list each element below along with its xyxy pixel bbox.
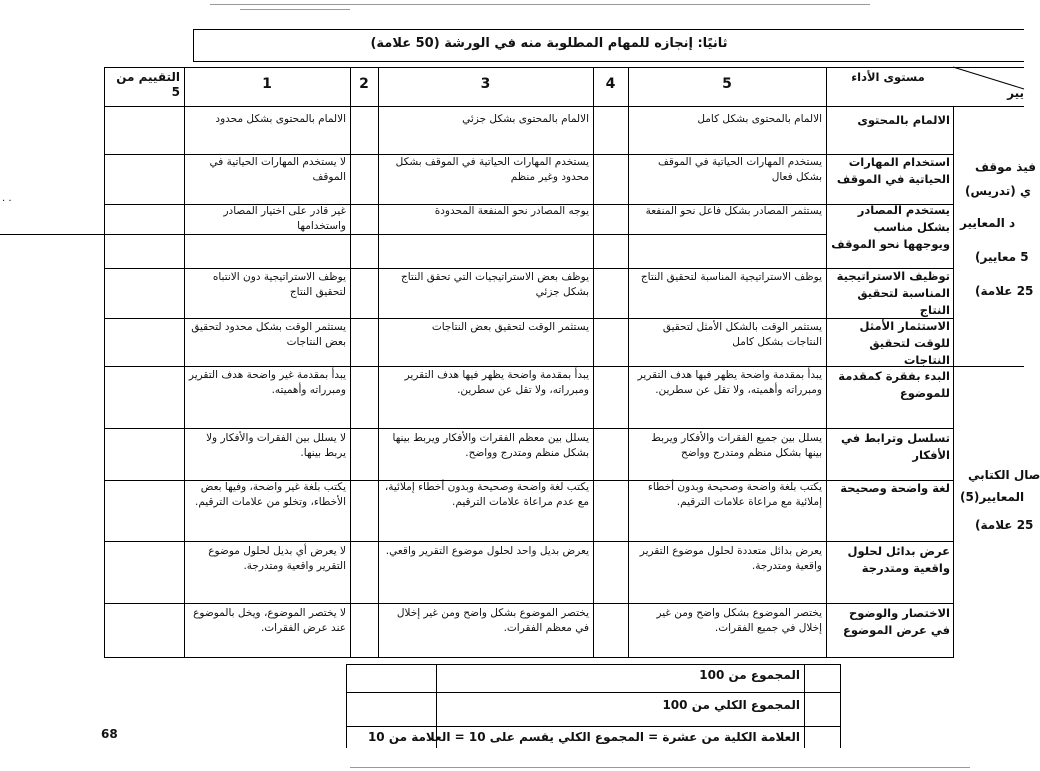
level-5-header: 5 (722, 76, 732, 92)
level-5-cell: يستخدم المهارات الحياتية في الموقف بشكل فعال (658, 156, 822, 183)
level-1-cell: لا يسلل بين الفقرات والأفكار ولا يربط بينها. (206, 432, 346, 459)
criterion: توظيف الاستراتيجية المناسبة لتحقيق النتاج (836, 269, 950, 317)
level-4-header: 4 (605, 76, 616, 92)
criterion: البدء بفقرة كمقدمة للموضوع (838, 369, 950, 400)
criterion: الاستثمار الأمثل للوقت لتحقيق النتاجات (859, 319, 950, 367)
criterion: الالمام بالمحتوى (857, 113, 950, 127)
level-1-cell: يكتب بلغة غير واضحة، وفيها بعض الأخطاء، وتخلو من علامات الترقيم. (194, 481, 346, 508)
scan-artifact-line (240, 9, 350, 10)
level-5-cell: يكتب بلغة واضحة وصحيحة وبدون أخطاء إملائية مع مراعاة علامات الترقيم. (647, 481, 822, 508)
final-score-label: العلامة الكلية من عشرة = المجموع الكلي يقسم على 10 = العلامة من 10 (367, 730, 800, 744)
group1-label-line: ي (تدريس) (965, 184, 1031, 198)
level-5-cell: يختصر الموضوع بشكل واضح ومن غير إخلال في جميع الفقرات. (656, 607, 822, 634)
level-3-cell: الالمام بالمحتوى بشكل جزئي (462, 113, 589, 125)
level-3-cell: يكتب لغة واضحة وصحيحة وبدون أخطاء إملائية، مع عدم مراعاة علامات الترقيم. (384, 481, 589, 508)
level-1-cell: غير قادر على اختيار المصادر واستخدامها (223, 205, 346, 232)
level-5-cell: يوظف الاستراتيجية المناسبة لتحقيق النتاج (640, 271, 822, 283)
page-number: 68 (101, 727, 118, 741)
level-5-cell: يستثمر المصادر بشكل فاعل نحو المنفعة (645, 205, 822, 217)
group2-label-line: 25 علامة) (975, 518, 1034, 532)
level-3-cell: يعرض بديل واحد لحلول موضوع التقرير واقعي. (385, 545, 589, 557)
section-title-box (193, 29, 1024, 62)
performance-level-header: مستوى الأداء (851, 70, 925, 84)
level-3-cell: يوظف بعض الاستراتيجيات التي تحقق النتاج بشكل جزئي (400, 271, 589, 298)
level-3-cell: يختصر الموضوع بشكل واضح ومن غير إخلال في معظم الفقرات. (396, 607, 589, 634)
criterion: لغة واضحة وصحيحة (840, 481, 950, 495)
criterion: يستخدم المصادر بشكل مناسب ويوجهها نحو الموقف (831, 203, 950, 251)
level-3-cell: يستخدم المهارات الحياتية في الموقف بشكل محدود وغير منظم (395, 156, 589, 183)
group2-label-line: صال الكتابي (968, 468, 1040, 482)
level-2-header: 2 (359, 76, 369, 92)
level-3-cell: يسلل بين معظم الفقرات والأفكار ويربط بينها بشكل منظم ومتدرج وواضح. (392, 432, 589, 459)
scan-artifact-line (210, 4, 870, 5)
level-1-cell: يستثمر الوقت بشكل محدود لتحقيق بعض النتاجات (191, 321, 346, 348)
criterion: استخدام المهارات الحياتية في الموقف (836, 155, 950, 186)
grand-total-label: المجموع الكلي من 100 (662, 698, 800, 712)
group2-label-line: المعايير(5) (960, 490, 1025, 504)
level-1-cell: لا يستخدم المهارات الحياتية في الموقف (209, 156, 346, 183)
group1-label-line: 25 علامة) (975, 284, 1034, 298)
level-5-cell: يستثمر الوقت بالشكل الأمثل لتحقيق النتاجات بشكل كامل (662, 321, 822, 348)
level-1-cell: يوظف الاستراتيجية دون الانتباه لتحقيق النتاج (212, 271, 346, 298)
level-3-cell: يستثمر الوقت لتحقيق بعض النتاجات (431, 321, 589, 333)
criterion: تسلسل وترابط في الأفكار (840, 431, 950, 462)
scan-dots: · · (2, 196, 12, 207)
criterion: عرض بدائل لحلول واقعية ومتدرجة (847, 544, 950, 575)
level-3-cell: يوجه المصادر نحو المنفعة المحدودة (434, 205, 589, 217)
score-header: التقييم من 5 (116, 70, 180, 99)
level-1-cell: لا يختصر الموضوع، ويخل بالموضوع عند عرض الفقرات. (193, 607, 346, 634)
group1-label-line: د المعايير (960, 216, 1016, 230)
group1-label-line: 5 معايير) (975, 250, 1029, 264)
level-1-cell: الالمام بالمحتوى بشكل محدود (215, 113, 346, 125)
section-title: ثانيًا: إنجازه للمهام المطلوبة منه في الورشة (50 علامة) (370, 36, 728, 51)
margin-line (0, 234, 104, 235)
criterion: الاختصار والوضوح في عرض الموضوع (842, 606, 950, 637)
total-label: المجموع من 100 (699, 668, 800, 682)
level-5-cell: يبدأ بمقدمة واضحة يظهر فيها هدف التقرير ومبرراته وأهميته، ولا تقل عن سطرين. (637, 369, 822, 396)
criteria-header-edge: يير (1007, 86, 1024, 100)
level-1-cell: لا يعرض أي بديل لحلول موضوع التقرير واقعية ومتدرجة. (208, 545, 346, 572)
level-3-header: 3 (480, 76, 491, 92)
group1-label-line: فيذ موقف (975, 160, 1036, 174)
level-5-cell: يسلل بين جميع الفقرات والأفكار ويربط بينها بشكل منظم ومتدرج وواضح (651, 432, 822, 459)
level-1-header: 1 (262, 76, 272, 92)
level-1-cell: يبدأ بمقدمة غير واضحة هدف التقرير ومبرراته وأهميته. (188, 369, 346, 396)
level-3-cell: يبدأ بمقدمة واضحة يظهر فيها هدف التقرير ومبرراته، ولا تقل عن سطرين. (404, 369, 589, 396)
level-5-cell: يعرض بدائل متعددة لحلول موضوع التقرير واقعية ومتدرجة. (639, 545, 822, 572)
scan-artifact-line (350, 767, 970, 768)
level-5-cell: الالمام بالمحتوى بشكل كامل (697, 113, 822, 125)
